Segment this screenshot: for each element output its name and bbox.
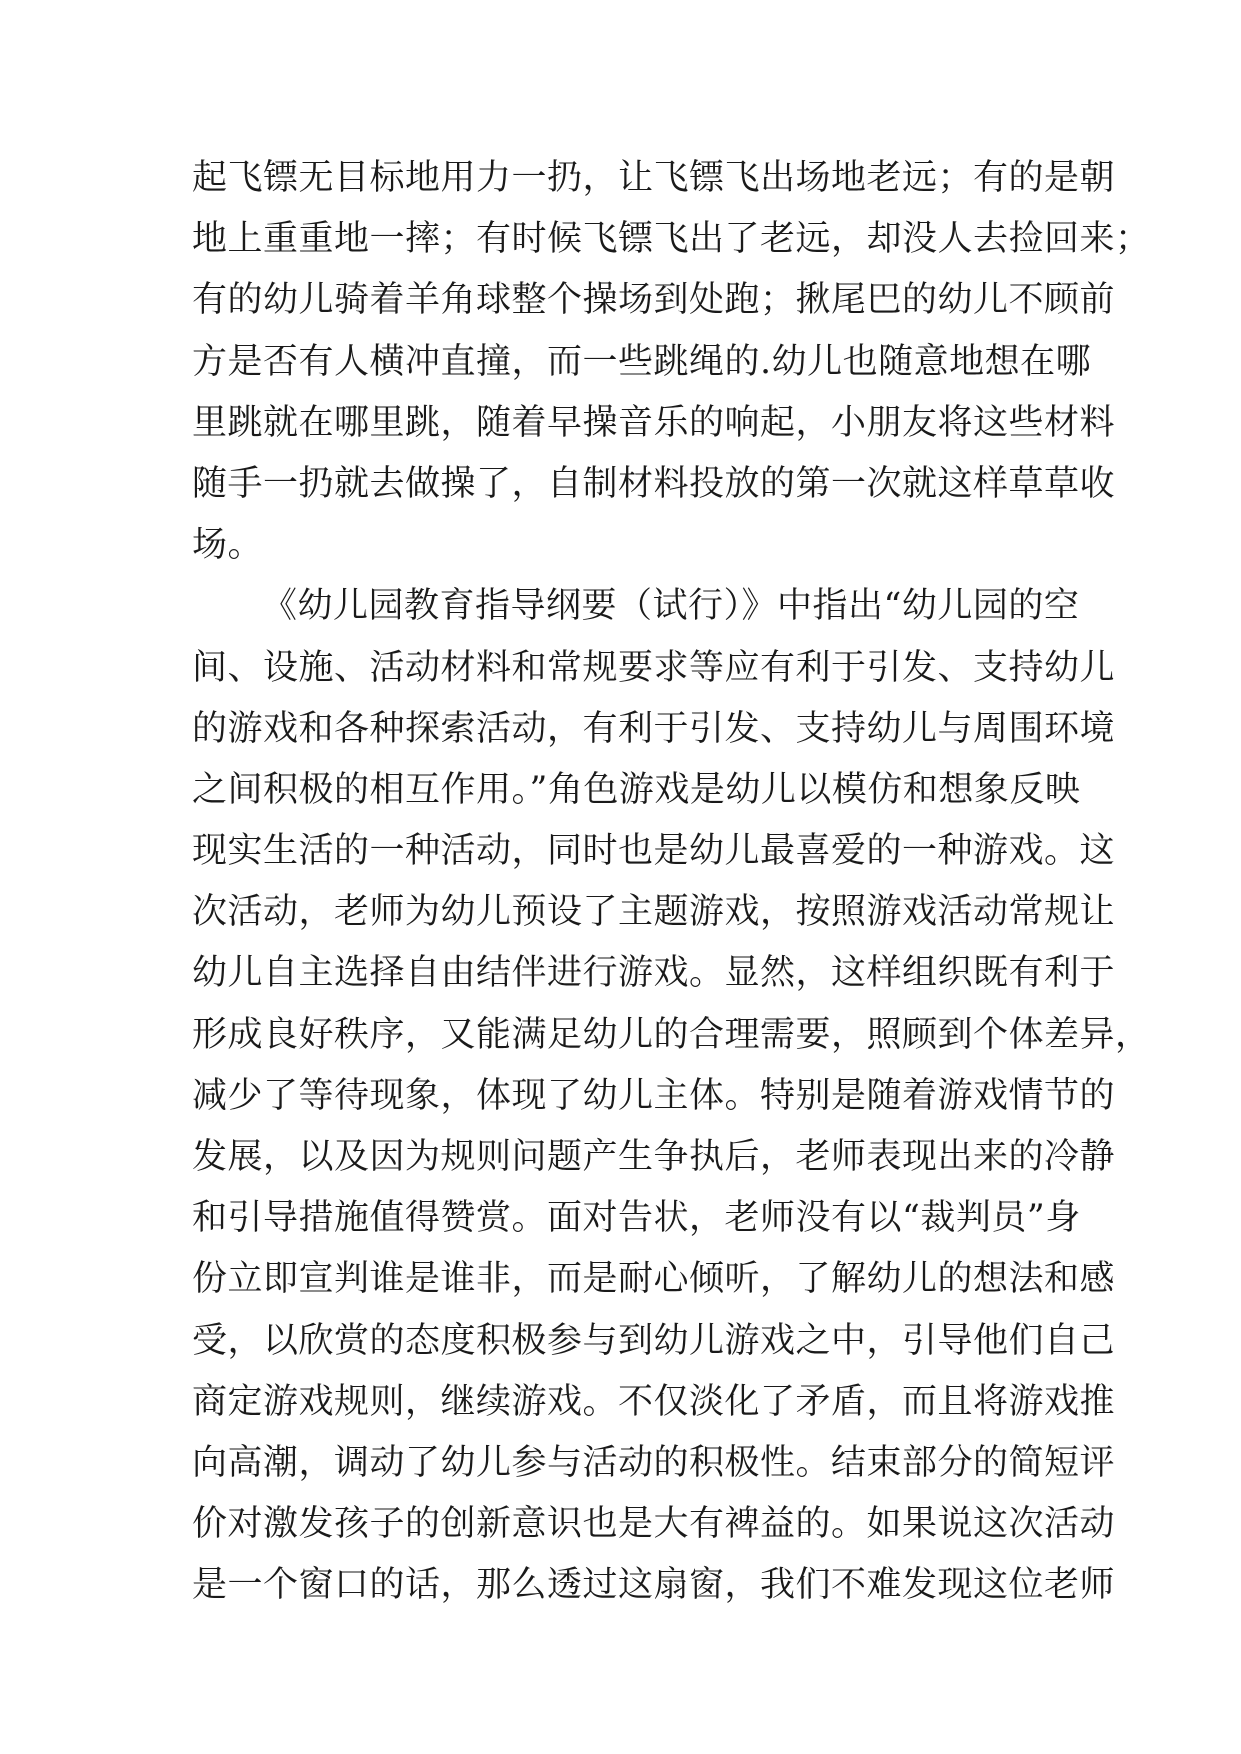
text-line: 发展，以及因为规则问题产生争执后，老师表现出来的冷静	[192, 1137, 1116, 1177]
text-line: 商定游戏规则，继续游戏。不仅淡化了矛盾，而且将游戏推	[192, 1381, 1116, 1422]
paragraph-1	[192, 148, 1151, 576]
paragraph-2	[192, 576, 1151, 1739]
text-line: 是一个窗口的话，那么透过这扇窗，我们不难发现这位老师	[192, 1565, 1116, 1606]
text-line: 之间积极的相互作用。”角色游戏是幼儿以模仿和想象反映	[192, 769, 1081, 810]
text-line: 价对激发孩子的创新意识也是大有裨益的。如果说这次活动	[192, 1504, 1116, 1545]
text-line: 地上重重地一摔；有时候飞镖飞出了老远，却没人去捡回来；	[192, 219, 1151, 260]
text-line: 次活动，老师为幼儿预设了主题游戏，按照游戏活动常规让	[192, 892, 1116, 933]
text-line: 有的幼儿骑着羊角球整个操场到处跑；揪尾巴的幼儿不顾前	[192, 280, 1116, 321]
text-line: 向高潮，调动了幼儿参与活动的积极性。结束部分的简短评	[192, 1442, 1116, 1483]
text-line: 场。	[192, 525, 264, 566]
text-line: 减少了等待现象，体现了幼儿主体。特别是随着游戏情节的	[192, 1075, 1116, 1116]
text-line: 的游戏和各种探索活动，有利于引发、支持幼儿与周围环境	[192, 708, 1116, 749]
text-line: 随手一扔就去做操了，自制材料投放的第一次就这样草草收	[192, 463, 1116, 504]
text-line: 《幼儿园教育指导纲要（试行）》中指出“幼儿园的空	[262, 586, 1080, 627]
text-line	[192, 1617, 1072, 1678]
text-line: 里跳就在哪里跳，随着早操音乐的响起，小朋友将这些材料	[192, 402, 1116, 443]
text-line: 起飞镖无目标地用力一扔，让飞镖飞出场地老远；有的是朝	[192, 158, 1116, 198]
body-text	[192, 148, 1151, 1739]
text-line	[192, 1678, 1072, 1739]
text-line: 受，以欣赏的态度积极参与到幼儿游戏之中，引导他们自己	[192, 1320, 1116, 1361]
text-line: 和引导措施值得赞赏。面对告状，老师没有以“裁判员”身	[192, 1198, 1081, 1239]
text-line: 现实生活的一种活动，同时也是幼儿最喜爱的一种游戏。这	[192, 831, 1116, 872]
text-line: 方是否有人横冲直撞，而一些跳绳的.幼儿也随意地想在哪	[192, 341, 1092, 382]
text-line: 幼儿自主选择自由结伴进行游戏。显然，这样组织既有利于	[192, 953, 1116, 994]
text-line: 形成良好秩序，又能满足幼儿的合理需要，照顾到个体差异，	[192, 1014, 1151, 1055]
text-line: 间、设施、活动材料和常规要求等应有利于引发、支持幼儿	[192, 647, 1116, 688]
text-line: 份立即宣判谁是谁非，而是耐心倾听，了解幼儿的想法和感	[192, 1259, 1116, 1300]
